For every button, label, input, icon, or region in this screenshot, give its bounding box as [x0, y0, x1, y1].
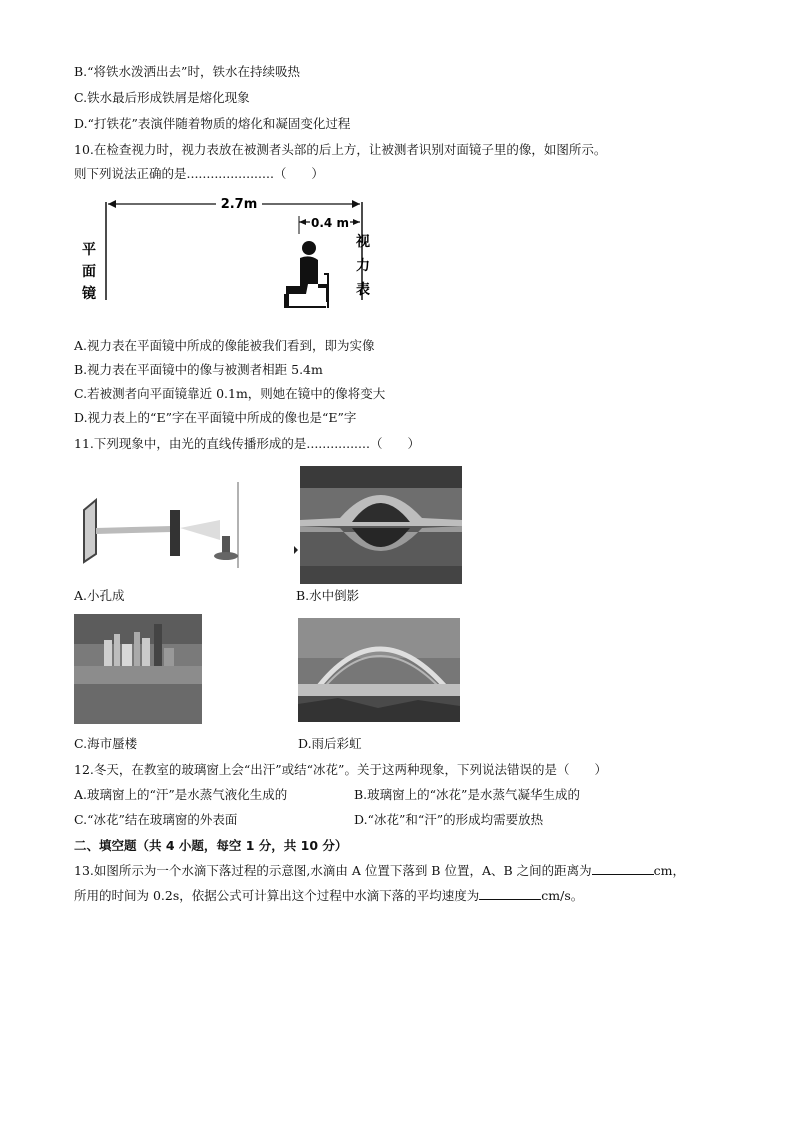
- seated-person-icon: [284, 241, 328, 308]
- chart-label-3: 表: [356, 282, 370, 298]
- chart-label-2: 力: [356, 258, 370, 274]
- option-9d: D.“打铁花”表演伴随着物质的熔化和凝固变化过程: [74, 116, 351, 131]
- distance-total-label: 2.7m: [220, 197, 258, 212]
- option-11a: A.小孔成: [74, 588, 125, 603]
- answer-blank-distance[interactable]: [592, 862, 654, 875]
- option-11b: B.水中倒影: [296, 588, 360, 603]
- arrow-marker-icon: [294, 546, 298, 554]
- question-11: 11.下列现象中，由光的直线传播形成的是................（ ）: [74, 436, 420, 451]
- section-heading: 二、填空题（共 4 小题，每空 1 分，共 10 分）: [74, 838, 348, 853]
- figure-eye-test: [74, 190, 394, 320]
- question-10-tail: 则下列说法正确的是......................（ ）: [74, 166, 324, 181]
- option-11c: C.海市蜃楼: [74, 736, 138, 751]
- pinhole-image: [76, 482, 242, 572]
- option-10c: C.若被测者向平面镜靠近 0.1m，则她在镜中的像将变大: [74, 386, 386, 401]
- option-11d: D.雨后彩虹: [298, 736, 362, 751]
- option-10a: A.视力表在平面镜中所成的像能被我们看到，即为实像: [74, 338, 375, 353]
- question-10: 10.在检查视力时，视力表放在被测者头部的后上方，让被测者识别对面镜子里的像，如图所示。: [74, 142, 607, 157]
- option-10d: D.视力表上的“E”字在平面镜中所成的像也是“E”字: [74, 410, 357, 425]
- option-12d: D.“冰花”和“汗”的形成均需要放热: [354, 812, 544, 827]
- question-13-line2: [74, 887, 583, 904]
- question-12: 12.冬天，在教室的玻璃窗上会“出汗”或结“冰花”。关于这两种现象，下列说法错误的是（ ）: [74, 762, 607, 777]
- rainbow-image: [298, 618, 460, 722]
- question-13-unit1: cm，: [653, 863, 686, 878]
- option-12b: B.玻璃窗上的“冰花”是水蒸气凝华生成的: [354, 787, 580, 802]
- answer-blank-speed[interactable]: [479, 887, 541, 900]
- distance-short-label: 0.4 m: [311, 216, 349, 230]
- chart-label-1: 视: [356, 234, 370, 250]
- question-13-text1: 13.如图所示为一个水滴下落过程的示意图,水滴由 A 位置下落到 B 位置，A、B 之间的距离为: [74, 863, 592, 878]
- question-13-text2: 所用的时间为 0.2s，依据公式可计算出这个过程中水滴下落的平均速度为: [74, 888, 480, 903]
- question-13-line1: [74, 862, 685, 879]
- option-12c: C.“冰花”结在玻璃窗的外表面: [74, 812, 238, 827]
- mirror-label-3: 镜: [82, 286, 96, 302]
- option-9b: B.“将铁水泼洒出去”时，铁水在持续吸热: [74, 64, 300, 79]
- option-9c: C.铁水最后形成铁屑是熔化现象: [74, 90, 250, 105]
- question-13-unit2: cm/s。: [541, 888, 584, 903]
- option-12a: A.玻璃窗上的“汗”是水蒸气液化生成的: [74, 787, 288, 802]
- mirror-label-1: 平: [82, 242, 96, 258]
- mirror-label-2: 面: [82, 264, 96, 280]
- mirage-image: [74, 614, 202, 724]
- bridge-reflection-image: [300, 466, 462, 584]
- option-10b: B.视力表在平面镜中的像与被测者相距 5.4m: [74, 362, 323, 377]
